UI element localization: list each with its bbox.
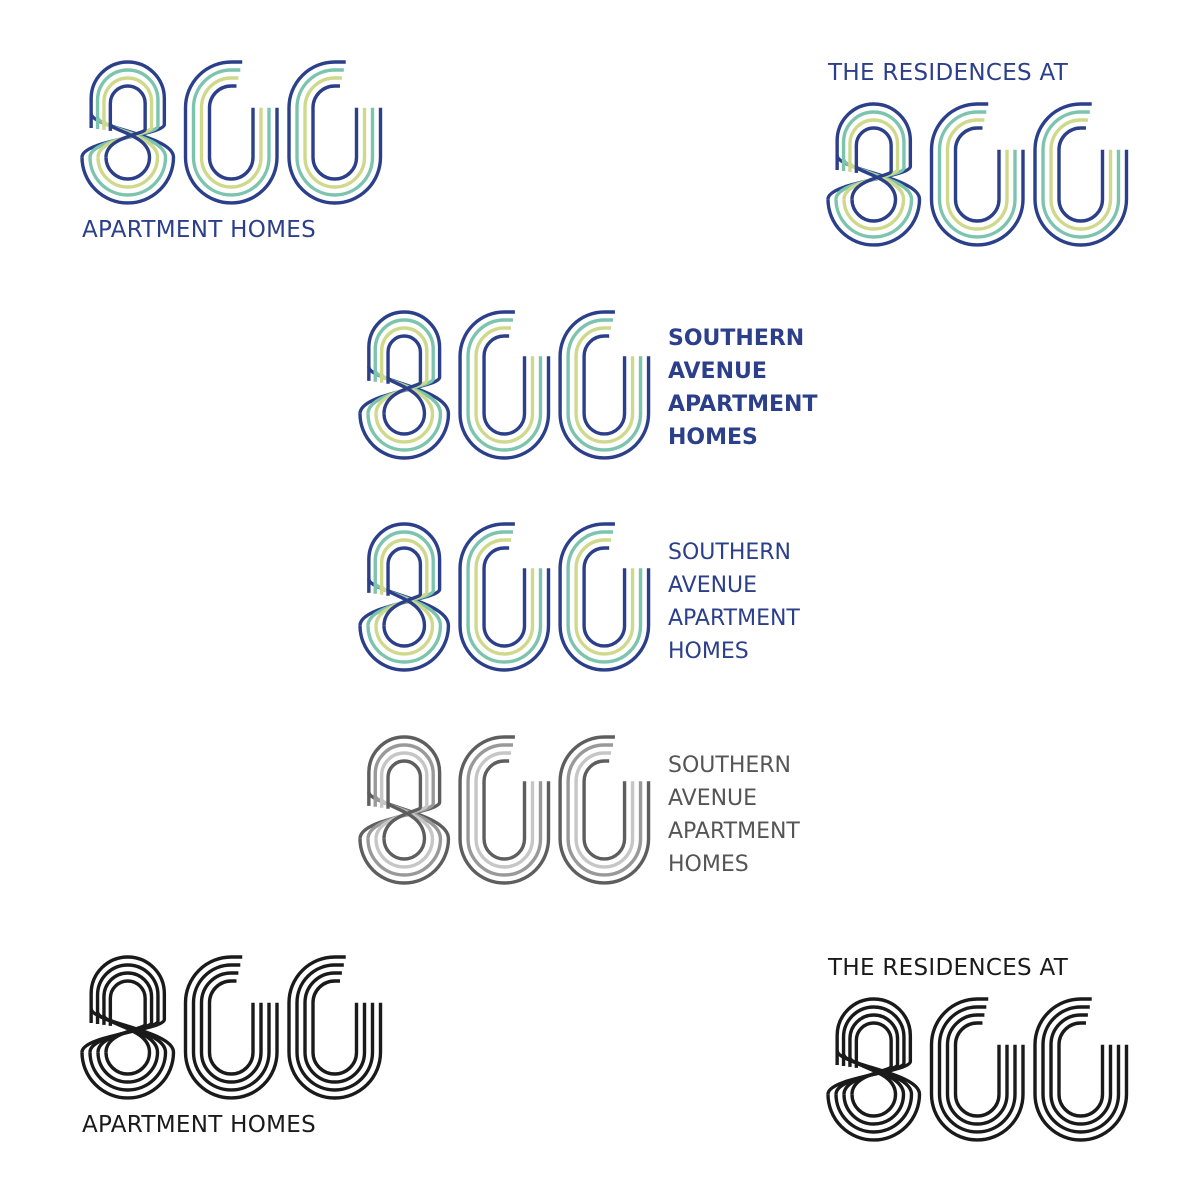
- logo-stroke: [1059, 1023, 1103, 1116]
- logo-800-mark-color: [358, 310, 648, 460]
- logo-stroke: [940, 1007, 1016, 1132]
- logo-text-line: APARTMENT: [668, 606, 800, 631]
- logo-residences-black: [826, 955, 1126, 1145]
- logo-stroke: [468, 320, 540, 450]
- logo-text-stack: [668, 536, 800, 668]
- logo-apartment-homes-black: [80, 955, 380, 1145]
- logo-heading: THE RESIDENCES AT: [828, 60, 1069, 86]
- logo-stroke: [956, 128, 1000, 221]
- logo-stroke: [368, 320, 433, 414]
- logo-stroke: [560, 524, 648, 670]
- logo-stroke: [313, 981, 357, 1074]
- logo-800-mark-black: [826, 997, 1126, 1142]
- logo-800-mark-grayscale: [358, 735, 648, 885]
- logo-text-line: HOMES: [668, 852, 749, 877]
- logo-stroke: [368, 532, 433, 626]
- logo-stroke: [194, 70, 270, 195]
- logo-stroke: [289, 957, 381, 1098]
- logo-caption: APARTMENT HOMES: [82, 217, 317, 243]
- logo-stroke: [852, 1023, 891, 1094]
- logo-stroke: [484, 761, 524, 859]
- logo-text-line: AVENUE: [668, 573, 758, 598]
- logo-text-line: AVENUE: [668, 786, 758, 811]
- logo-apartment-homes-color: [80, 60, 380, 250]
- logo-stroke: [460, 524, 548, 670]
- logo-text-line: APARTMENT: [668, 819, 800, 844]
- logo-stroke: [484, 548, 524, 646]
- logo-stroke: [194, 965, 270, 1090]
- logo-stroke: [210, 86, 254, 179]
- logo-caption: APARTMENT HOMES: [82, 1112, 317, 1138]
- logo-stroke: [1059, 128, 1103, 221]
- logo-stroke: [313, 86, 357, 179]
- logo-stroke: [106, 981, 145, 1052]
- logo-stroke: [297, 70, 373, 195]
- logo-text-stack: [668, 322, 817, 454]
- logo-text-line: SOUTHERN: [668, 326, 805, 351]
- logo-stroke: [468, 745, 540, 875]
- logo-800-mark-black: [80, 955, 380, 1100]
- logo-stroke: [384, 761, 420, 839]
- logo-southern-avenue-color: [358, 522, 858, 682]
- logo-southern-avenue-color-bold: [358, 310, 858, 470]
- logo-stroke: [368, 745, 433, 839]
- logo-stroke: [1035, 104, 1127, 245]
- logo-text-line: AVENUE: [668, 359, 767, 384]
- logo-residences-color: [826, 60, 1126, 250]
- logo-stroke: [940, 112, 1016, 237]
- logo-stroke: [384, 548, 420, 626]
- logo-stroke: [186, 62, 278, 203]
- logo-stroke: [1043, 112, 1119, 237]
- logo-stroke: [289, 62, 381, 203]
- logo-stroke: [568, 320, 640, 450]
- logo-stroke: [584, 336, 624, 434]
- logo-stroke: [484, 336, 524, 434]
- logo-stroke: [297, 965, 373, 1090]
- logo-stroke: [210, 981, 254, 1074]
- logo-text-line: SOUTHERN: [668, 753, 792, 778]
- logo-stroke: [460, 312, 548, 458]
- logo-800-mark-color: [80, 60, 380, 205]
- logo-stroke: [932, 999, 1024, 1140]
- logo-heading: THE RESIDENCES AT: [828, 955, 1069, 981]
- logo-stroke: [468, 532, 540, 662]
- logo-stroke: [852, 128, 891, 199]
- logo-southern-avenue-grayscale: [358, 735, 858, 895]
- logo-stroke: [568, 532, 640, 662]
- logo-stroke: [106, 86, 145, 157]
- logo-stroke: [584, 761, 624, 859]
- logo-stroke: [1043, 1007, 1119, 1132]
- logo-stroke: [568, 745, 640, 875]
- logo-800-mark-color: [826, 102, 1126, 247]
- logo-stroke: [1035, 999, 1127, 1140]
- logo-text-line: APARTMENT: [668, 392, 818, 417]
- logo-text-line: HOMES: [668, 425, 758, 450]
- logo-text-line: SOUTHERN: [668, 540, 792, 565]
- logo-stroke: [560, 312, 648, 458]
- logo-stroke: [384, 336, 420, 414]
- logo-stroke: [932, 104, 1024, 245]
- logo-stroke: [584, 548, 624, 646]
- logo-stroke: [186, 957, 278, 1098]
- logo-text-line: HOMES: [668, 639, 749, 664]
- logo-stroke: [956, 1023, 1000, 1116]
- logo-stroke: [460, 737, 548, 883]
- logo-800-mark-color: [358, 522, 648, 672]
- logo-stroke: [560, 737, 648, 883]
- logo-text-stack: [668, 749, 800, 881]
